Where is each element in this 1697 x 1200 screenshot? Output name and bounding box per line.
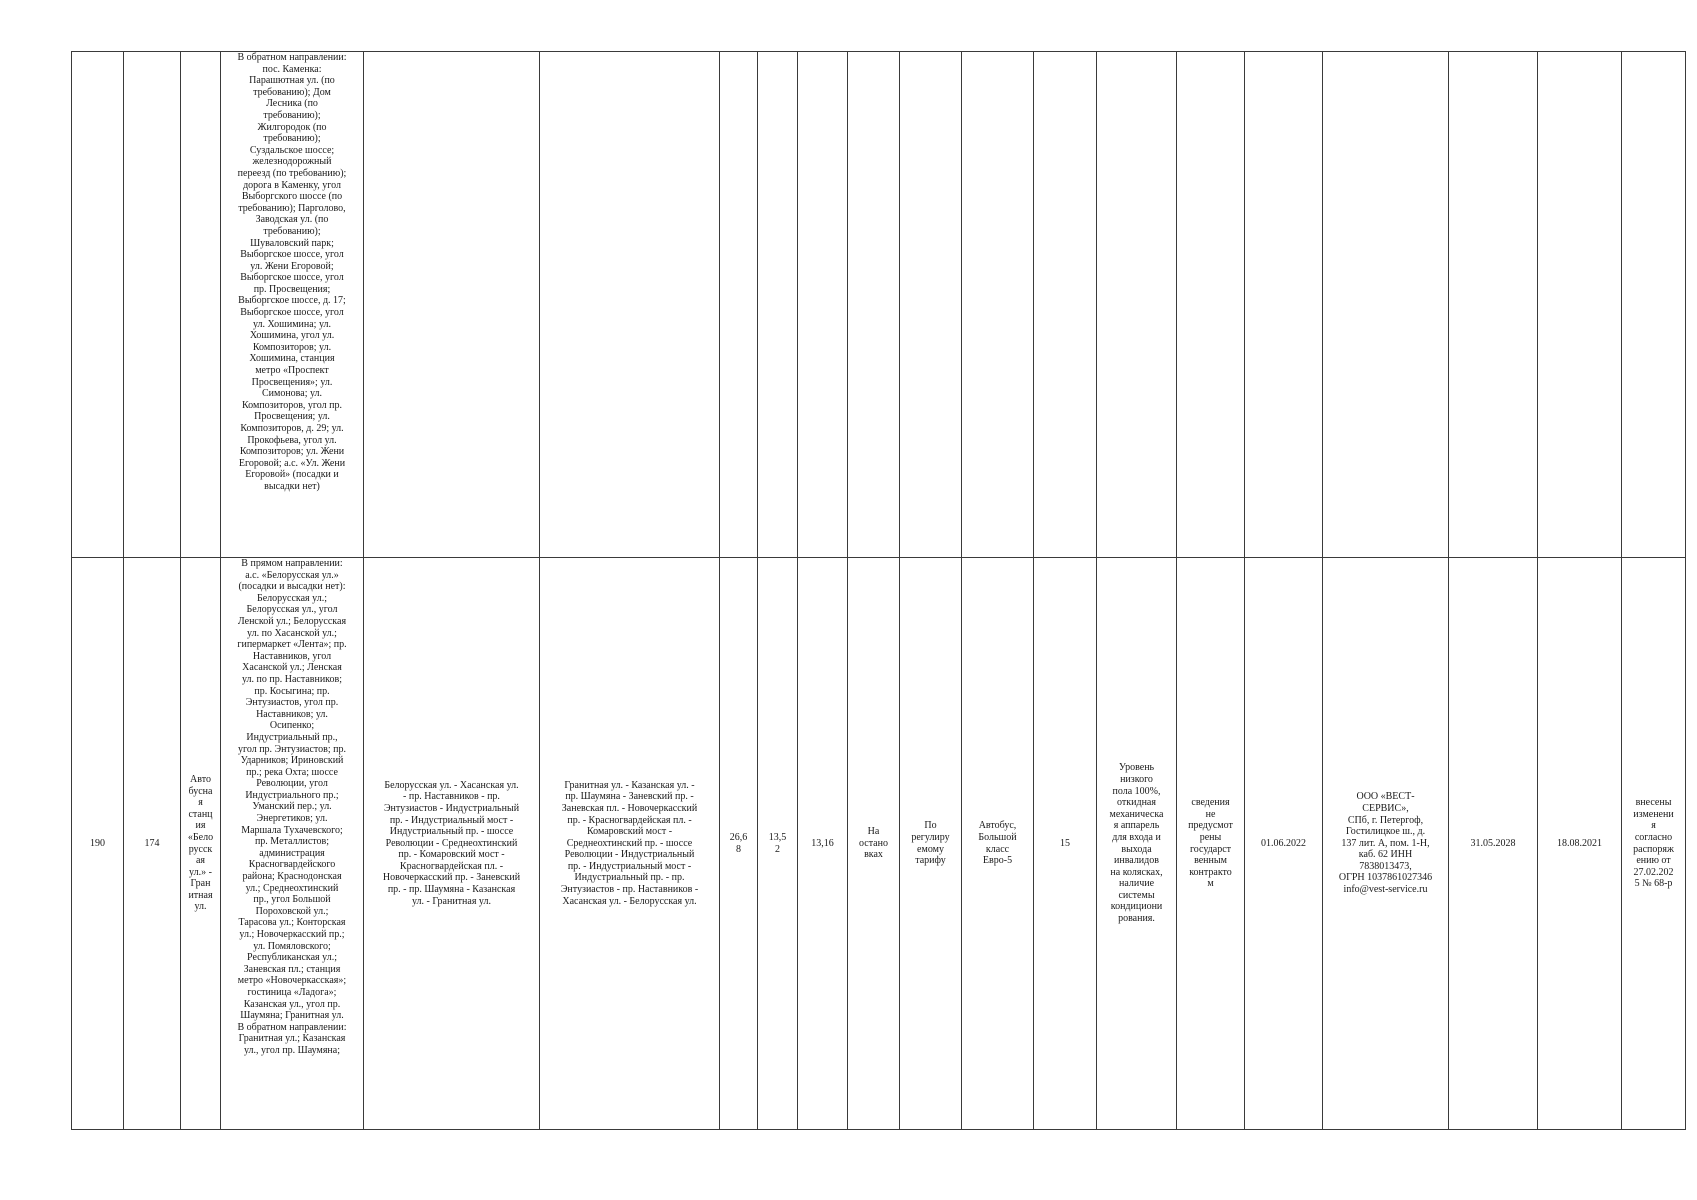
streets-backward-text: Гранитная ул. - Казанская ул. - пр. Шаумяна - Заневский пр. - Заневская пл. - Новочеркасский пр. - Красногвардейская пл. - Комаровский мост - Среднеохтинский пр. - шоссе Революции - Индустриальный пр. - Индустриальный мост - Индустриальный пр. - пр. Энтузиастов - пр. Наставников - Хасанская ул. - Белорусская ул. — [560, 779, 699, 907]
cell-carrier-empty — [1323, 52, 1449, 558]
stop-order-text: На остано вках — [859, 826, 888, 861]
cell-streets-forward — [364, 558, 540, 1130]
cell-start-date-empty — [1245, 52, 1323, 558]
cell-length-backward — [758, 558, 798, 1130]
cell-registration-date-empty — [1538, 52, 1622, 558]
cell-length-forward — [720, 558, 758, 1130]
length-backward-text: 13,5 2 — [768, 831, 787, 855]
table-row-route-190 — [72, 558, 1686, 1130]
table-row-continuation — [72, 52, 1686, 558]
cell-route-number-empty — [124, 52, 181, 558]
tariff-text: По регулиру емому тарифу — [911, 820, 950, 867]
cell-route-name — [181, 558, 221, 1130]
cell-end-date-empty — [1449, 52, 1538, 558]
cell-features — [1097, 558, 1177, 1130]
cell-route-name-empty — [181, 52, 221, 558]
cell-features-empty — [1097, 52, 1177, 558]
cell-stops-continuation: В обратном направлении: пос. Каменка: Парашютная ул. (по требованию); Дом Лесника (по требованию); Жилгородок (по требованию); Суздальское шоссе; железнодорожный переезд (по требованию); дорога в Каменку, угол Выборгского шоссе (по требованию); Парголово, Заводская ул. (по требованию); Шуваловский парк; Выборгское шоссе, угол ул. Жени Егоровой; Выборгское шоссе, угол пр. Просвещения; Выборгское шоссе, д. 17; Выборгское шоссе, угол ул. Хошимина; ул. Хошимина, угол ул. Композиторов; ул. Хошимина, станция метро «Проспект Просвещения»; ул. Симонова; ул. Композиторов, угол пр. Просвещения; ул. Композиторов, д. 29; ул. Прокофьева, угол ул. Композиторов; ул. Жени Егоровой; а.с. «Ул. Жени Егоровой» (посадки и высадки нет) — [221, 52, 364, 558]
cell-start-date: 01.06.2022 — [1245, 558, 1323, 1130]
cell-length-other: 13,16 — [798, 558, 848, 1130]
cell-streets-backward — [540, 558, 720, 1130]
cell-changes-empty — [1622, 52, 1686, 558]
cell-route-number: 174 — [124, 558, 181, 1130]
cell-vehicle — [962, 558, 1034, 1130]
cell-stop-order-empty — [848, 52, 900, 558]
cell-stops: В прямом направлении: а.с. «Белорусская ул.» (посадки и высадки нет): Белорусская ул.; Белорусская ул., угол Ленской ул.; Белорусская ул. по Хасанской ул.; гипермаркет «Лента»; пр. Наставников, угол Хасанской ул.; Ленская ул. по пр. Наставников; пр. Косыгина; пр. Энтузиастов, угол пр. Наставников; ул. Осипенко; Индустриальный пр., угол пр. Энтузиастов; пр. Ударников; Ириновский пр.; река Охта; шоссе Революции, угол Индустриального пр.; Уманский пер.; ул. Энергетиков; ул. Маршала Тухачевского; пр. Металлистов; администрация Красногвардейского района; Краснодонская ул.; Среднеохтинский пр., угол Большой Пороховской ул.; Тарасова ул.; Конторская ул.; Новочеркасский пр.; ул. Помяловского; Республиканская ул.; Заневская пл.; станция метро «Новочеркасская»; гостиница «Ладога»; Казанская ул., угол пр. Шаумяна; Гранитная ул. В обратном направлении: Гранитная ул.; Казанская ул., угол пр. Шаумяна; — [221, 558, 364, 1130]
length-forward-text: 26,6 8 — [729, 831, 748, 855]
cell-length-backward-empty — [758, 52, 798, 558]
cell-end-date: 31.05.2028 — [1449, 558, 1538, 1130]
contract-text: сведения не предусмот рены государст венным контракто м — [1188, 797, 1233, 890]
cell-contract-empty — [1177, 52, 1245, 558]
cell-vehicle-count: 15 — [1034, 558, 1097, 1130]
cell-contract — [1177, 558, 1245, 1130]
features-text: Уровень низкого пола 100%, откидная механическа я аппарель для входа и выхода инвалидов на колясках, наличие системы кондициони рования. — [1109, 762, 1164, 925]
cell-length-forward-empty — [720, 52, 758, 558]
cell-streets-backward-empty — [540, 52, 720, 558]
vehicle-text: Автобус, Большой класс Евро-5 — [978, 820, 1017, 867]
cell-changes — [1622, 558, 1686, 1130]
changes-text: внесены изменени я согласно распоряж ению от 27.02.202 5 № 68-р — [1633, 797, 1674, 890]
route-registry-table — [71, 51, 1686, 1130]
cell-streets-forward-empty — [364, 52, 540, 558]
cell-reg-number-empty — [72, 52, 124, 558]
cell-vehicle-empty — [962, 52, 1034, 558]
carrier-text: ООО «ВЕСТ- СЕРВИС», СПб, г. Петергоф, Гостилицкое ш., д. 137 лит. А, пом. 1-Н, каб. 62 ИНН 7838013473, ОГРН 1037861027346 info@vest-service.ru — [1338, 791, 1433, 896]
cell-carrier — [1323, 558, 1449, 1130]
cell-tariff — [900, 558, 962, 1130]
cell-stop-order — [848, 558, 900, 1130]
cell-reg-number: 190 — [72, 558, 124, 1130]
streets-forward-text: Белорусская ул. - Хасанская ул. - пр. Наставников - пр. Энтузиастов - Индустриальный пр. - Индустриальный мост - Индустриальный пр. - шоссе Революции - Среднеохтинский пр. - Комаровский мост - Красногвардейская пл. - Новочеркасский пр. - Заневский пр. - пр. Шаумяна - Казанская ул. - Гранитная ул. — [382, 779, 521, 907]
cell-tariff-empty — [900, 52, 962, 558]
cell-registration-date: 18.08.2021 — [1538, 558, 1622, 1130]
route-name-text: Авто бусна я станц ия «Бело русск ая ул.» - Гран итная ул. — [187, 773, 214, 913]
cell-length-other-empty — [798, 52, 848, 558]
cell-vehicle-count-empty — [1034, 52, 1097, 558]
